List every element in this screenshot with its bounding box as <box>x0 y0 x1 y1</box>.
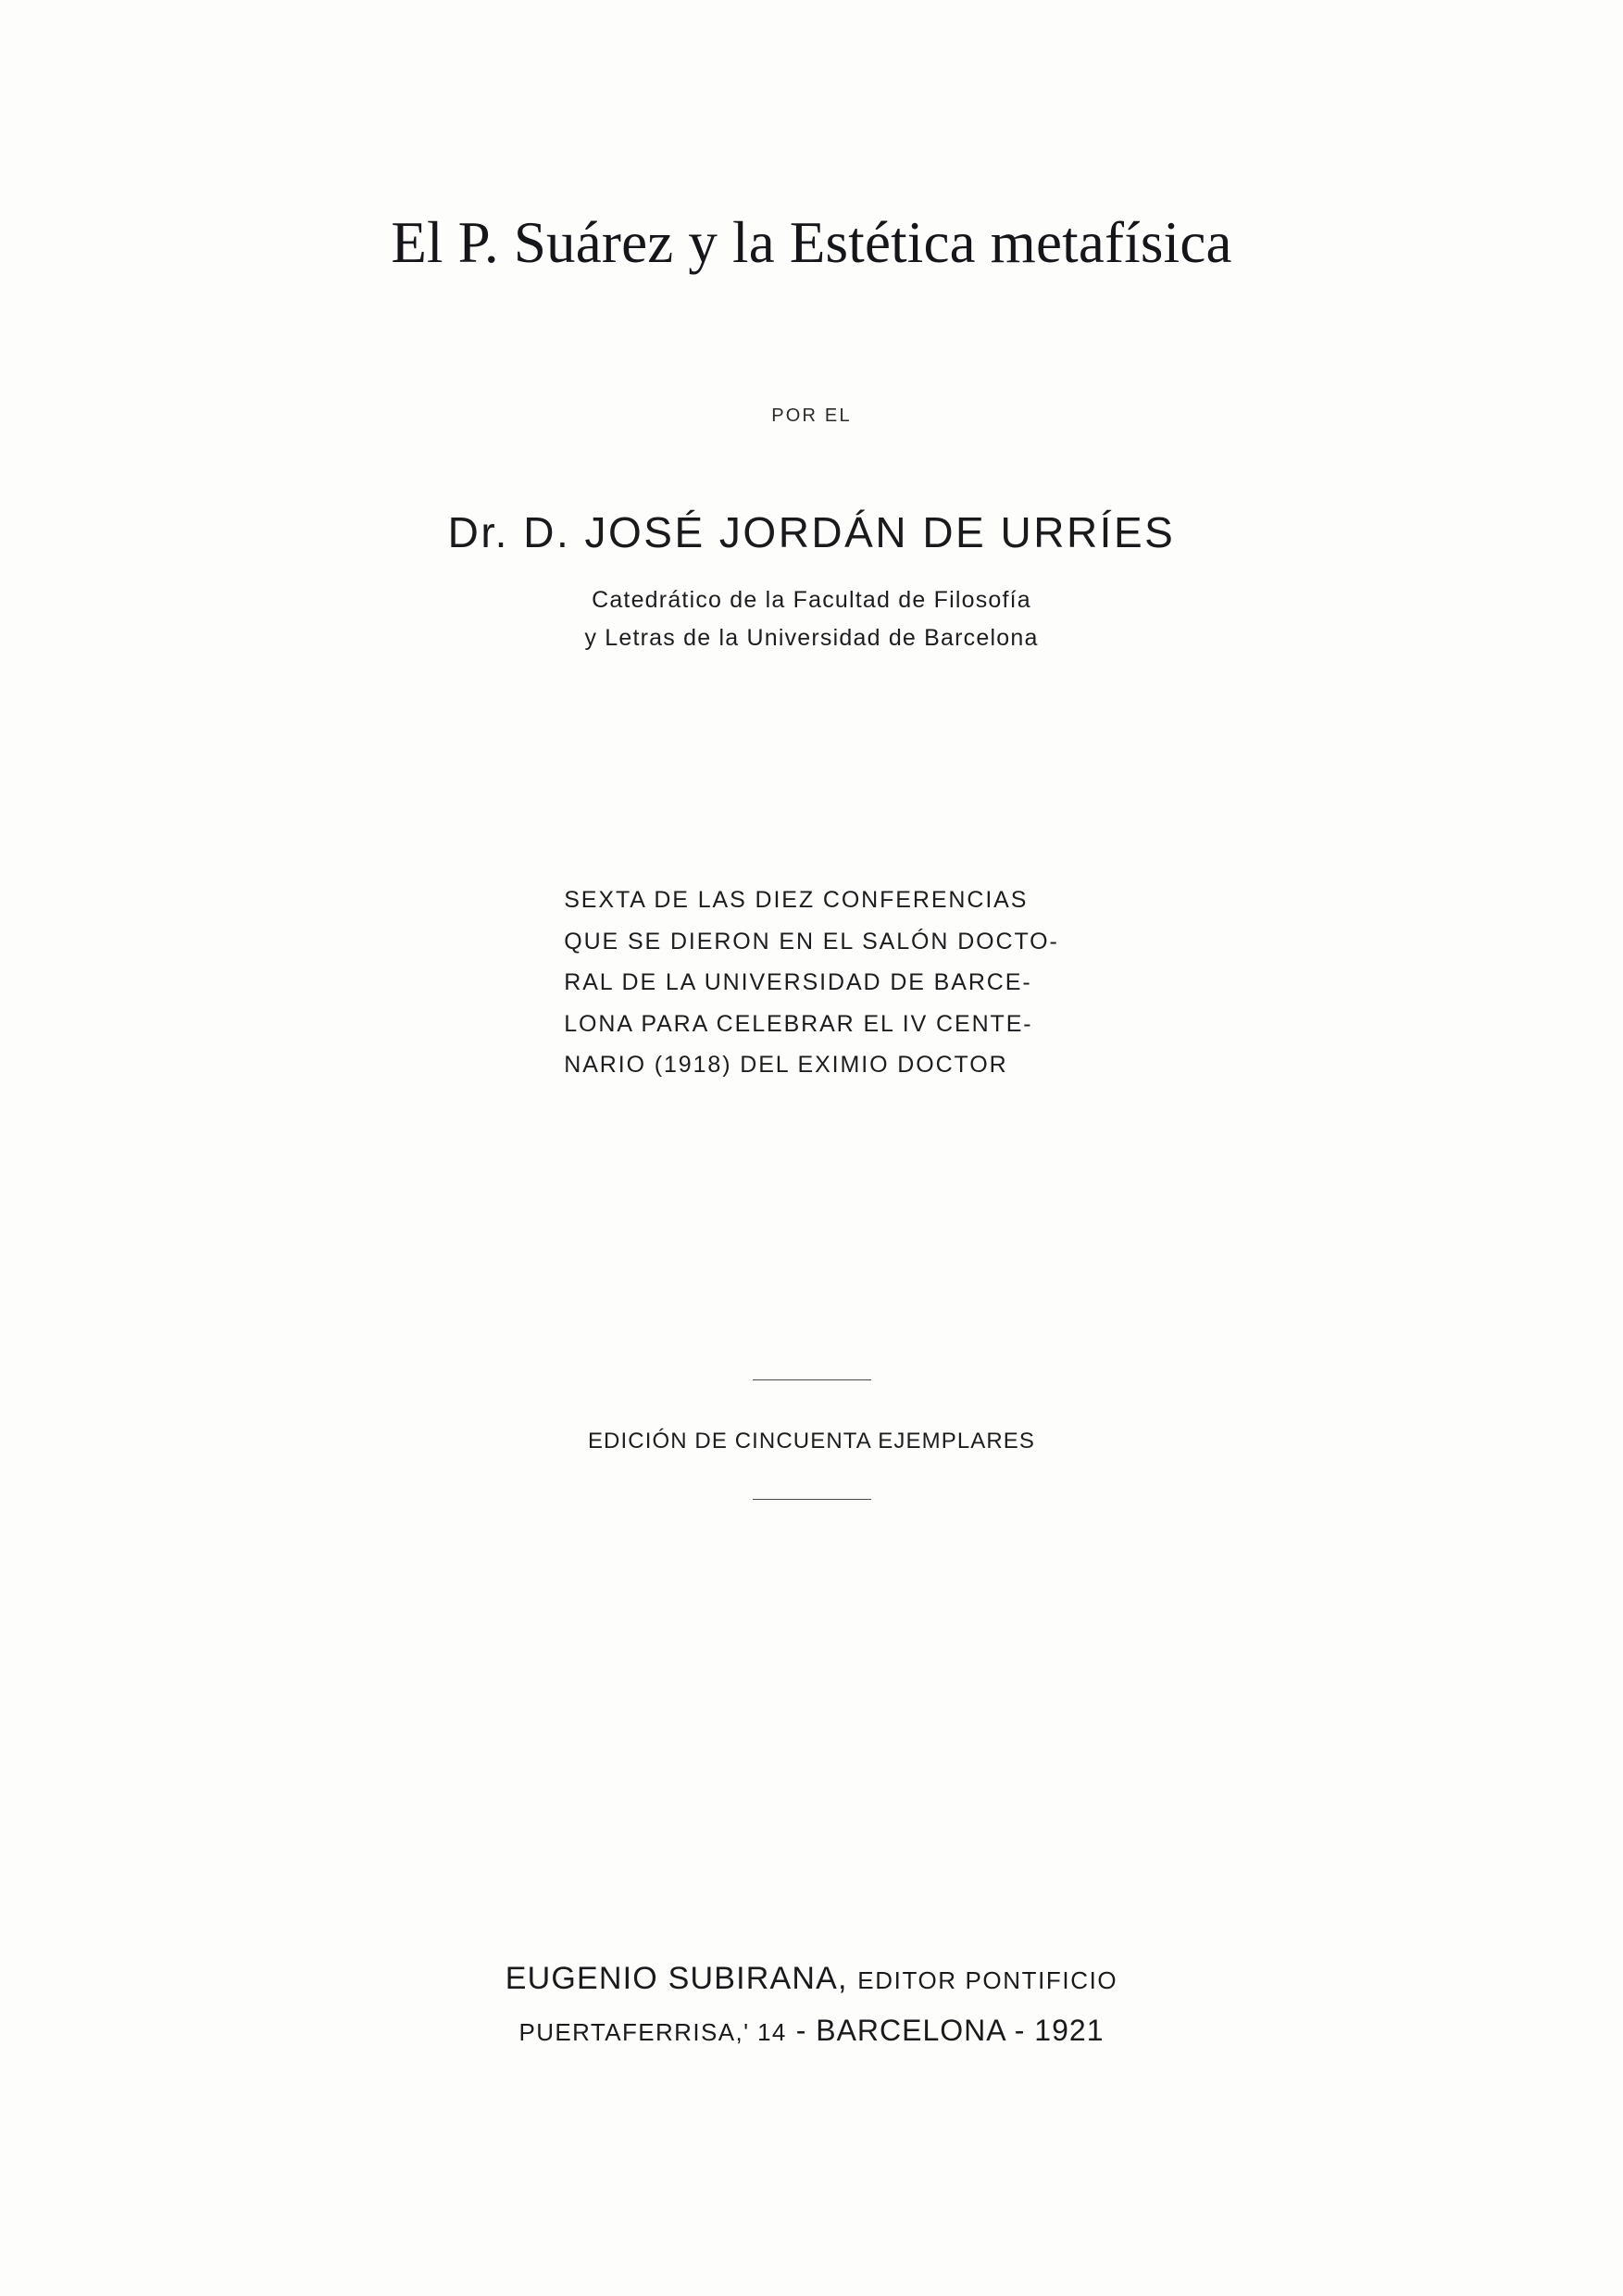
page-title: El P. Suárez y la Estética metafísica <box>391 210 1232 275</box>
publication-year: 1921 <box>1034 2014 1105 2047</box>
edition-statement: EDICIÓN DE CINCUENTA EJEMPLARES <box>587 1429 1036 1454</box>
author-role <box>0 581 1623 656</box>
publisher-separator-2: - <box>1014 2014 1026 2047</box>
conference-note-line-2: QUE SE DIERON EN EL SALÓN DOCTO- <box>564 928 1059 955</box>
author-role-line-1: Catedrático de la Facultad de Filosofía <box>592 587 1031 613</box>
publisher-line-2 <box>0 2014 1623 2048</box>
author-name: Dr. D. JOSÉ JORDÁN DE URRÍES <box>447 508 1176 556</box>
publisher-address: PUERTAFERRISA,' 14 <box>518 2018 787 2046</box>
divider-rule-top <box>753 1379 871 1380</box>
publisher-line-1 <box>0 1961 1623 1997</box>
conference-note-line-3: RAL DE LA UNIVERSIDAD DE BARCE- <box>564 969 1032 995</box>
conference-note-line-1: SEXTA DE LAS DIEZ CONFERENCIAS <box>564 887 1029 913</box>
conference-note <box>564 880 1059 1086</box>
byline-label: POR EL <box>771 406 852 426</box>
edition-block <box>0 1379 1623 1500</box>
publisher-separator-1: - <box>795 2014 807 2047</box>
publisher-name: EUGENIO SUBIRANA, <box>505 1961 848 1996</box>
divider-rule-bottom <box>753 1499 871 1500</box>
conference-note-block <box>0 880 1623 1086</box>
conference-note-line-4: LONA PARA CELEBRAR EL IV CENTE- <box>564 1010 1033 1037</box>
publisher-role: EDITOR PONTIFICIO <box>857 1966 1118 1994</box>
author-block <box>0 507 1623 656</box>
conference-note-line-5: NARIO (1918) DEL EXIMIO DOCTOR <box>564 1052 1008 1078</box>
publisher-city: BARCELONA <box>816 2014 1005 2047</box>
author-role-line-2: y Letras de la Universidad de Barcelona <box>584 624 1039 651</box>
publisher-block <box>0 1961 1623 2048</box>
title-block <box>0 211 1623 275</box>
